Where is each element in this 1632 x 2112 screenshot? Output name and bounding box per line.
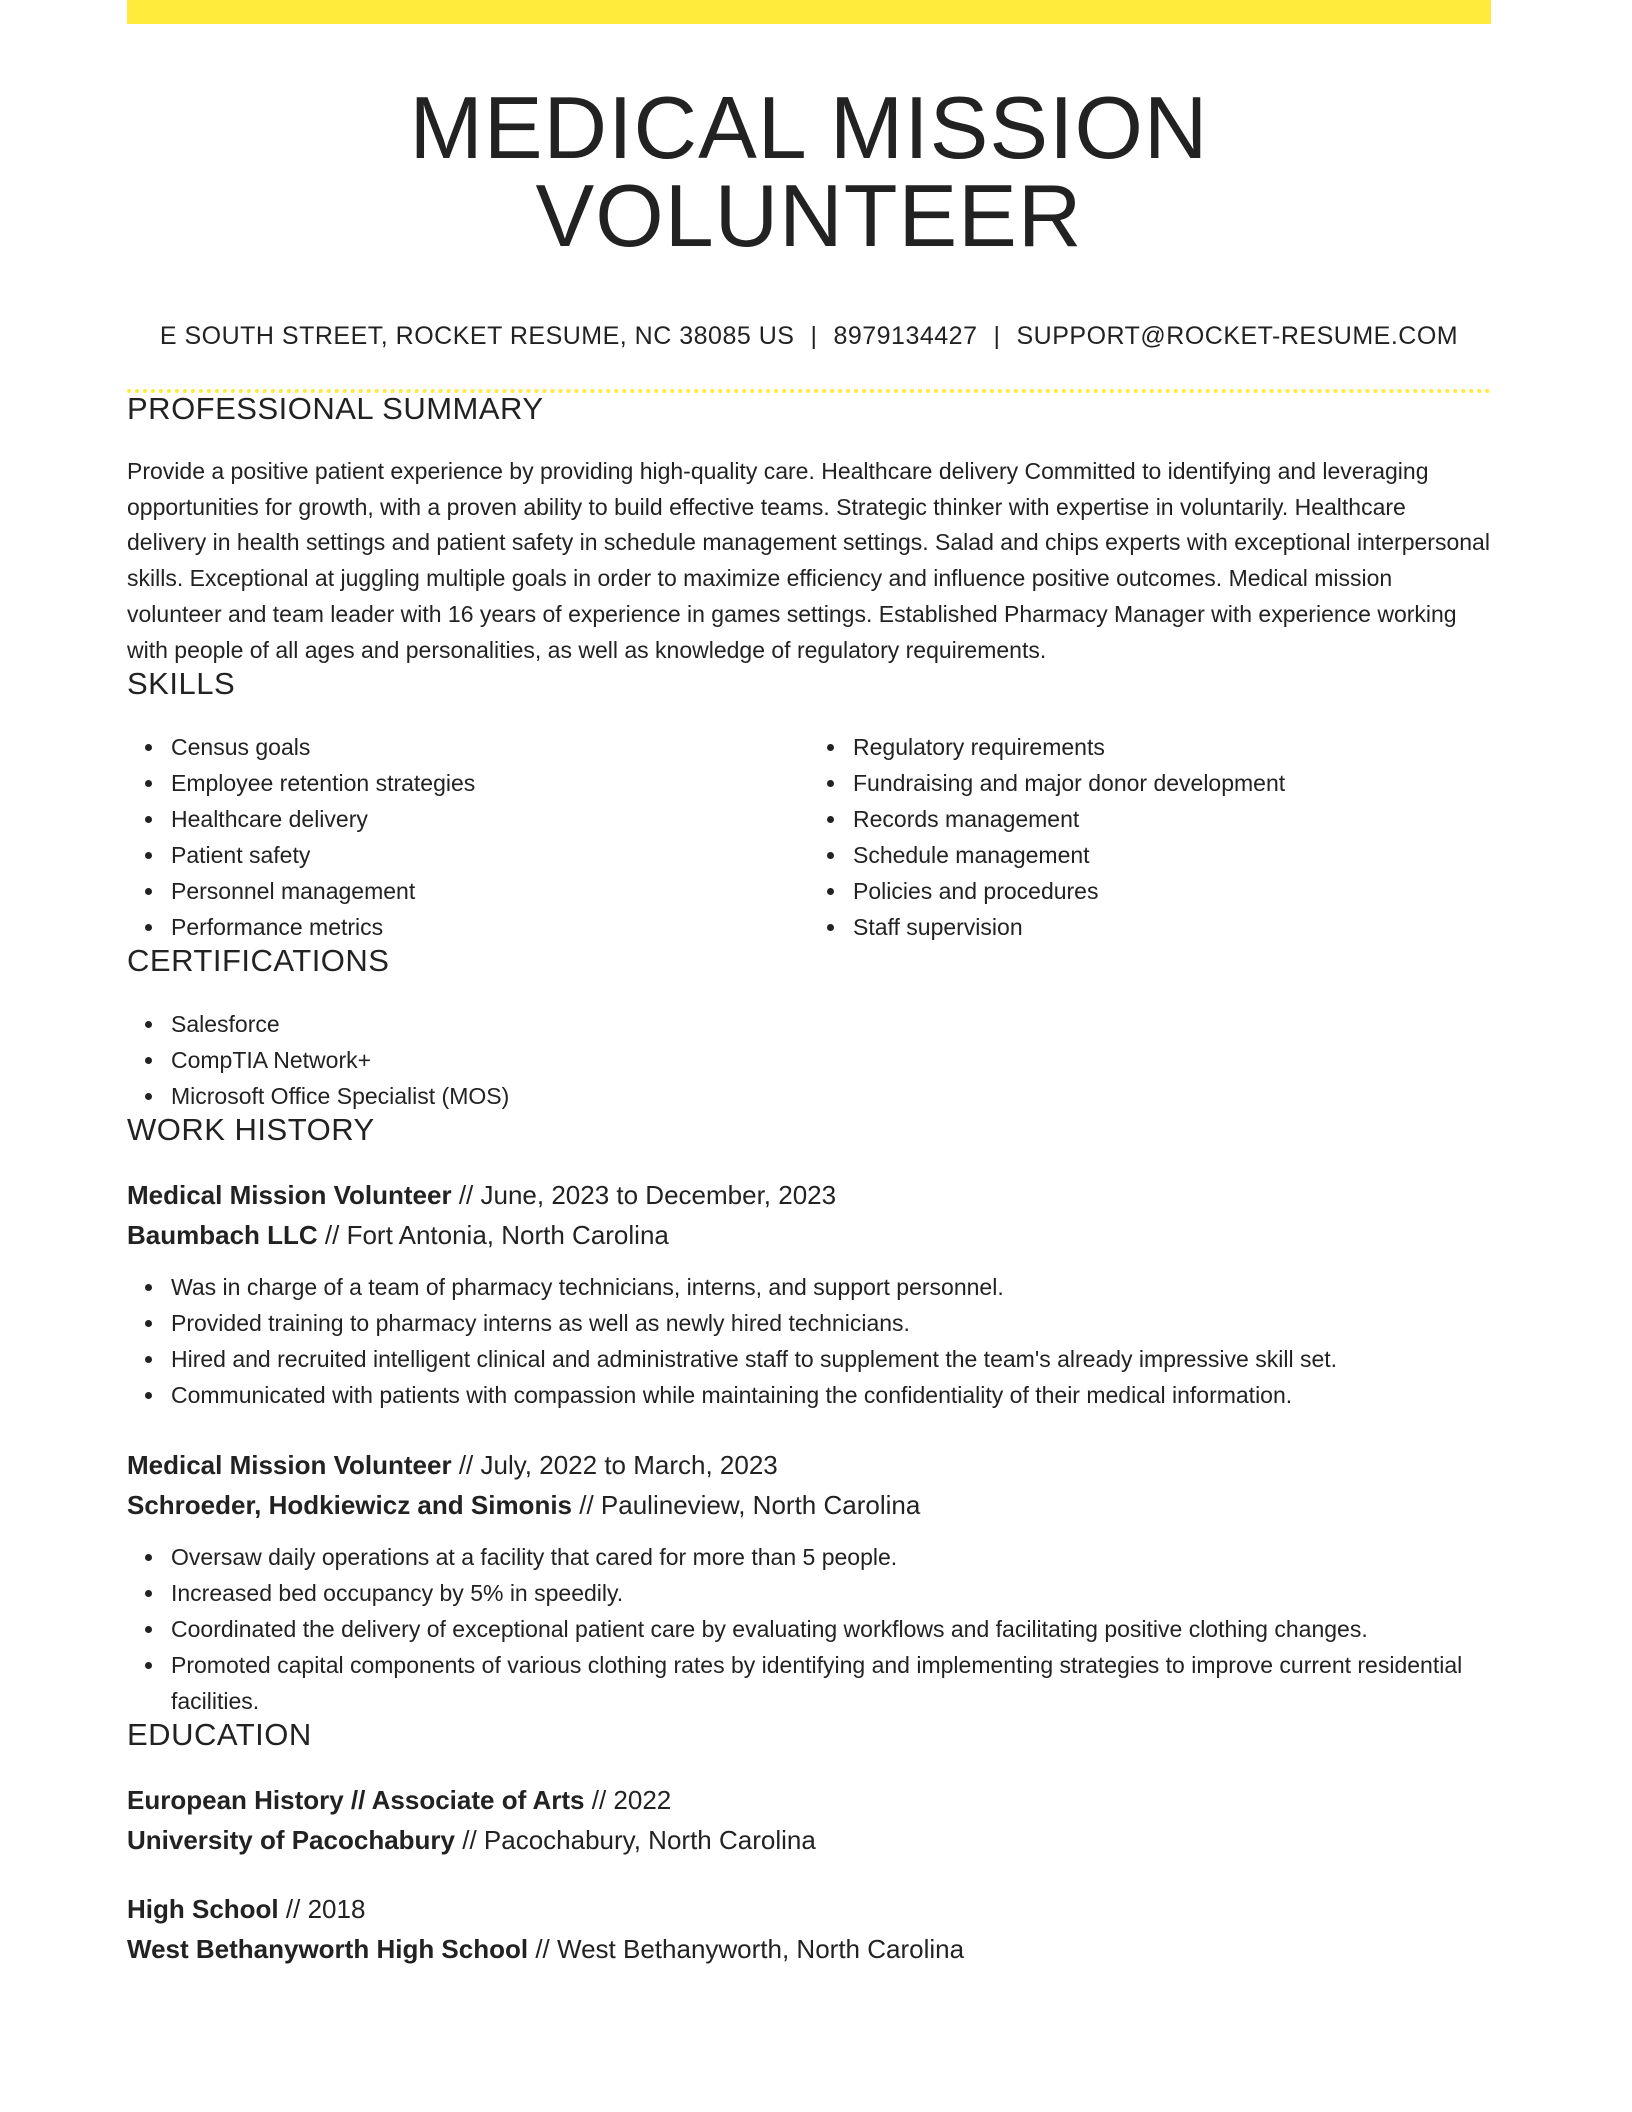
skills-right-list: [809, 729, 1491, 945]
job-bullet: Oversaw daily operations at a facility that cared for more than 5 people.: [171, 1539, 1491, 1575]
resume-name: MEDICAL MISSION VOLUNTEER: [409, 78, 1209, 265]
entry-separator: //: [451, 1450, 481, 1481]
skill-item: Records management: [853, 801, 1491, 837]
job-company-line: [127, 1215, 1491, 1255]
certification-item: CompTIA Network+: [171, 1042, 1491, 1078]
education-school-line: [127, 1820, 1491, 1860]
contact-address: E SOUTH STREET, ROCKET RESUME, NC 38085 US: [159, 322, 795, 350]
job-entry: [127, 1175, 1491, 1413]
job-bullets: [127, 1539, 1491, 1719]
skill-item: Schedule management: [853, 837, 1491, 873]
job-bullet: Communicated with patients with compassion while maintaining the confidentiality of their medical information.: [171, 1377, 1491, 1413]
skill-item: Personnel management: [171, 873, 809, 909]
job-bullet: Provided training to pharmacy interns as well as newly hired technicians.: [171, 1305, 1491, 1341]
education-degree-line: [127, 1889, 1491, 1929]
summary-heading: PROFESSIONAL SUMMARY: [127, 391, 544, 426]
education-school: University of Pacochabury: [127, 1825, 455, 1856]
skill-item: Patient safety: [171, 837, 809, 873]
entry-separator: //: [528, 1934, 558, 1965]
education-location: Pacochabury, North Carolina: [483, 1825, 816, 1856]
entry-separator: //: [278, 1894, 308, 1925]
skills-columns: [127, 729, 1491, 945]
work-history-heading: WORK HISTORY: [127, 1112, 375, 1148]
job-title: Medical Mission Volunteer: [127, 1450, 452, 1481]
job-bullet: Was in charge of a team of pharmacy technicians, interns, and support personnel.: [171, 1269, 1491, 1305]
job-location: Fort Antonia, North Carolina: [346, 1220, 669, 1251]
skills-heading: SKILLS: [127, 666, 236, 702]
job-bullet: Increased bed occupancy by 5% in speedily.: [171, 1575, 1491, 1611]
certifications-list: [127, 1006, 1491, 1114]
education-location: West Bethanyworth, North Carolina: [557, 1934, 965, 1965]
contact-email: SUPPORT@ROCKET-RESUME.COM: [1016, 322, 1459, 350]
job-bullets: [127, 1269, 1491, 1413]
education-heading: EDUCATION: [127, 1717, 312, 1753]
skill-item: Healthcare delivery: [171, 801, 809, 837]
entry-separator: //: [572, 1490, 601, 1521]
entry-separator: //: [584, 1785, 614, 1816]
skill-item: Employee retention strategies: [171, 765, 809, 801]
education-entry: [127, 1889, 1491, 1969]
skills-left-list: [127, 729, 809, 945]
skill-item: Regulatory requirements: [853, 729, 1491, 765]
job-bullet: Promoted capital components of various clothing rates by identifying and implementing strategies to improve current residential facilities.: [171, 1647, 1491, 1719]
job-title-line: [127, 1445, 1491, 1485]
education-degree-line: [127, 1780, 1491, 1820]
skill-item: Staff supervision: [853, 909, 1491, 945]
summary-text: Provide a positive patient experience by providing high-quality care. Healthcare delivery Committed to identifying and leveraging opportunities for growth, with a proven ability to build effective teams. Strategic thinker with expertise in voluntarily. Healthcare delivery in health settings and patient safety in schedule management settings. Salad and chips experts with exceptional interpersonal skills. Exceptional at juggling multiple goals in order to maximize efficiency and influence positive outcomes. Medical mission volunteer and team leader with 16 years of experience in games settings. Established Pharmacy Manager with experience working with people of all ages and personalities, as well as knowledge of regulatory requirements.: [127, 458, 1490, 663]
top-accent-bar: [127, 0, 1491, 24]
education-degree: High School: [127, 1894, 279, 1925]
education-school: West Bethanyworth High School: [127, 1934, 529, 1965]
job-location: Paulineview, North Carolina: [600, 1490, 921, 1521]
job-company-line: [127, 1485, 1491, 1525]
contact-separator: |: [993, 322, 1001, 350]
job-entry: [127, 1445, 1491, 1719]
contact-line: [127, 322, 1491, 351]
job-bullet: Coordinated the delivery of exceptional patient care by evaluating workflows and facilitating positive clothing changes.: [171, 1611, 1491, 1647]
entry-separator: //: [455, 1825, 484, 1856]
skill-item: Fundraising and major donor development: [853, 765, 1491, 801]
certification-item: Salesforce: [171, 1006, 1491, 1042]
education-entry: [127, 1780, 1491, 1860]
education-year: 2022: [613, 1785, 672, 1816]
job-dates: June, 2023 to December, 2023: [480, 1180, 837, 1211]
education-year: 2018: [307, 1894, 366, 1925]
entry-separator: //: [317, 1220, 347, 1251]
contact-separator: |: [810, 322, 818, 350]
certifications-heading: CERTIFICATIONS: [127, 943, 390, 979]
job-title: Medical Mission Volunteer: [127, 1180, 452, 1211]
job-dates: July, 2022 to March, 2023: [480, 1450, 778, 1481]
job-company: Schroeder, Hodkiewicz and Simonis: [127, 1490, 573, 1521]
entry-separator: //: [451, 1180, 481, 1211]
skill-item: Performance metrics: [171, 909, 809, 945]
skill-item: Policies and procedures: [853, 873, 1491, 909]
education-degree: European History // Associate of Arts: [127, 1785, 585, 1816]
skill-item: Census goals: [171, 729, 809, 765]
certification-item: Microsoft Office Specialist (MOS): [171, 1078, 1491, 1114]
resume-page: [127, 0, 1491, 1969]
job-title-line: [127, 1175, 1491, 1215]
education-school-line: [127, 1929, 1491, 1969]
job-company: Baumbach LLC: [127, 1220, 318, 1251]
job-bullet: Hired and recruited intelligent clinical and administrative staff to supplement the team's already impressive skill set.: [171, 1341, 1491, 1377]
contact-phone: 8979134427: [833, 322, 978, 350]
